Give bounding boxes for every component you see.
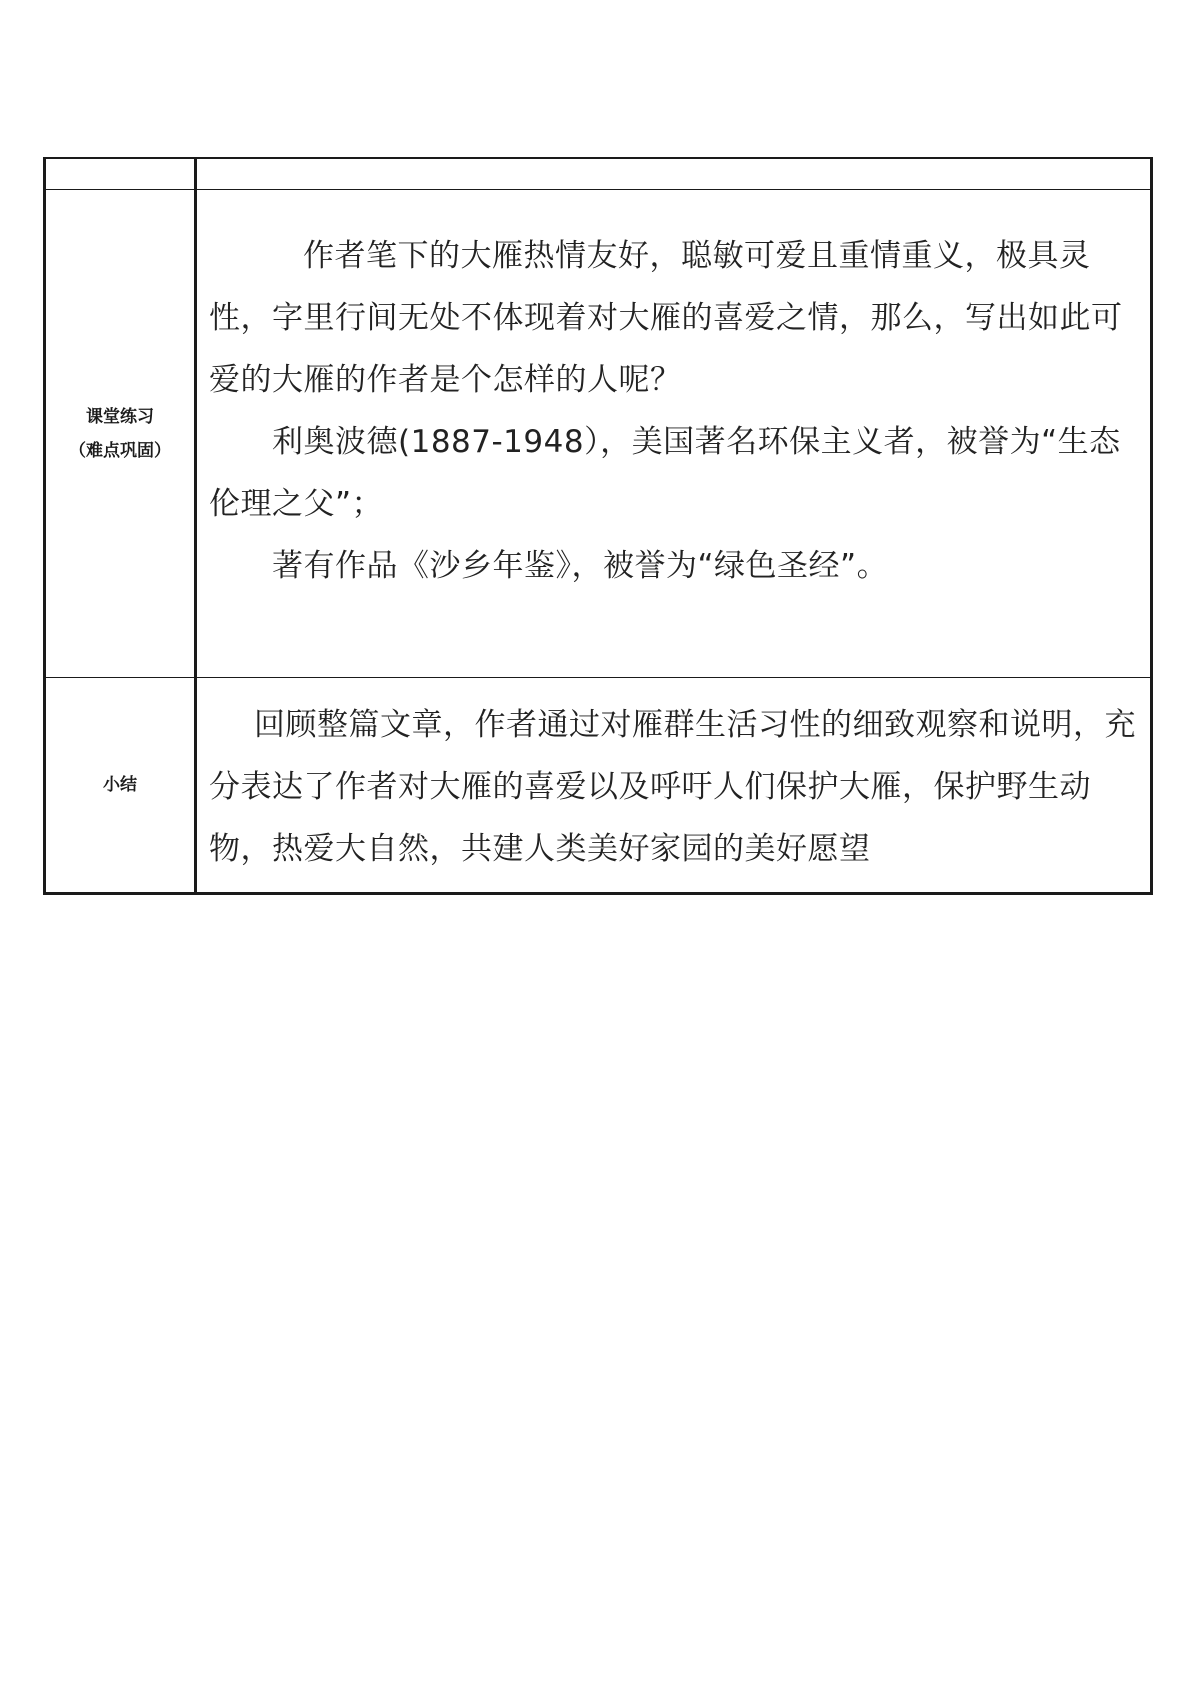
table-row-summary	[45, 678, 1152, 894]
practice-paragraph-works: 著有作品《沙乡年鉴》，被誉为“绿色圣经”。	[272, 548, 889, 584]
summary-paragraph: 回顾整篇文章，作者通过对雁群生活习性的细致观察和说明，充分表达了作者对大雁的喜爱以及呼吁人们保护大雁，保护野生动物，热爱大自然，共建人类美好家园的美好愿望	[209, 707, 1136, 867]
practice-paragraph-intro: 作者笔下的大雁热情友好，聪敏可爱且重情重义，极具灵性，字里行间无处不体现着对大雁的喜爱之情，那么，写出如此可爱的大雁的作者是个怎样的人呢？	[209, 238, 1123, 398]
practice-label-subtitle: （难点巩固）	[69, 440, 171, 461]
summary-content-cell	[196, 678, 1152, 894]
practice-label-title: 课堂练习	[86, 406, 154, 427]
lesson-plan-table	[43, 157, 1153, 895]
summary-label-cell: 小结	[45, 678, 196, 894]
table-row-practice	[45, 190, 1152, 678]
header-content-cell	[196, 158, 1152, 190]
table-row-header	[45, 158, 1152, 190]
practice-content-cell	[196, 190, 1152, 678]
practice-label-cell	[45, 190, 196, 678]
header-label-cell	[45, 158, 196, 190]
practice-paragraph-author: 利奥波德(1887-1948），美国著名环保主义者，被誉为“生态伦理之父”；	[209, 424, 1121, 522]
